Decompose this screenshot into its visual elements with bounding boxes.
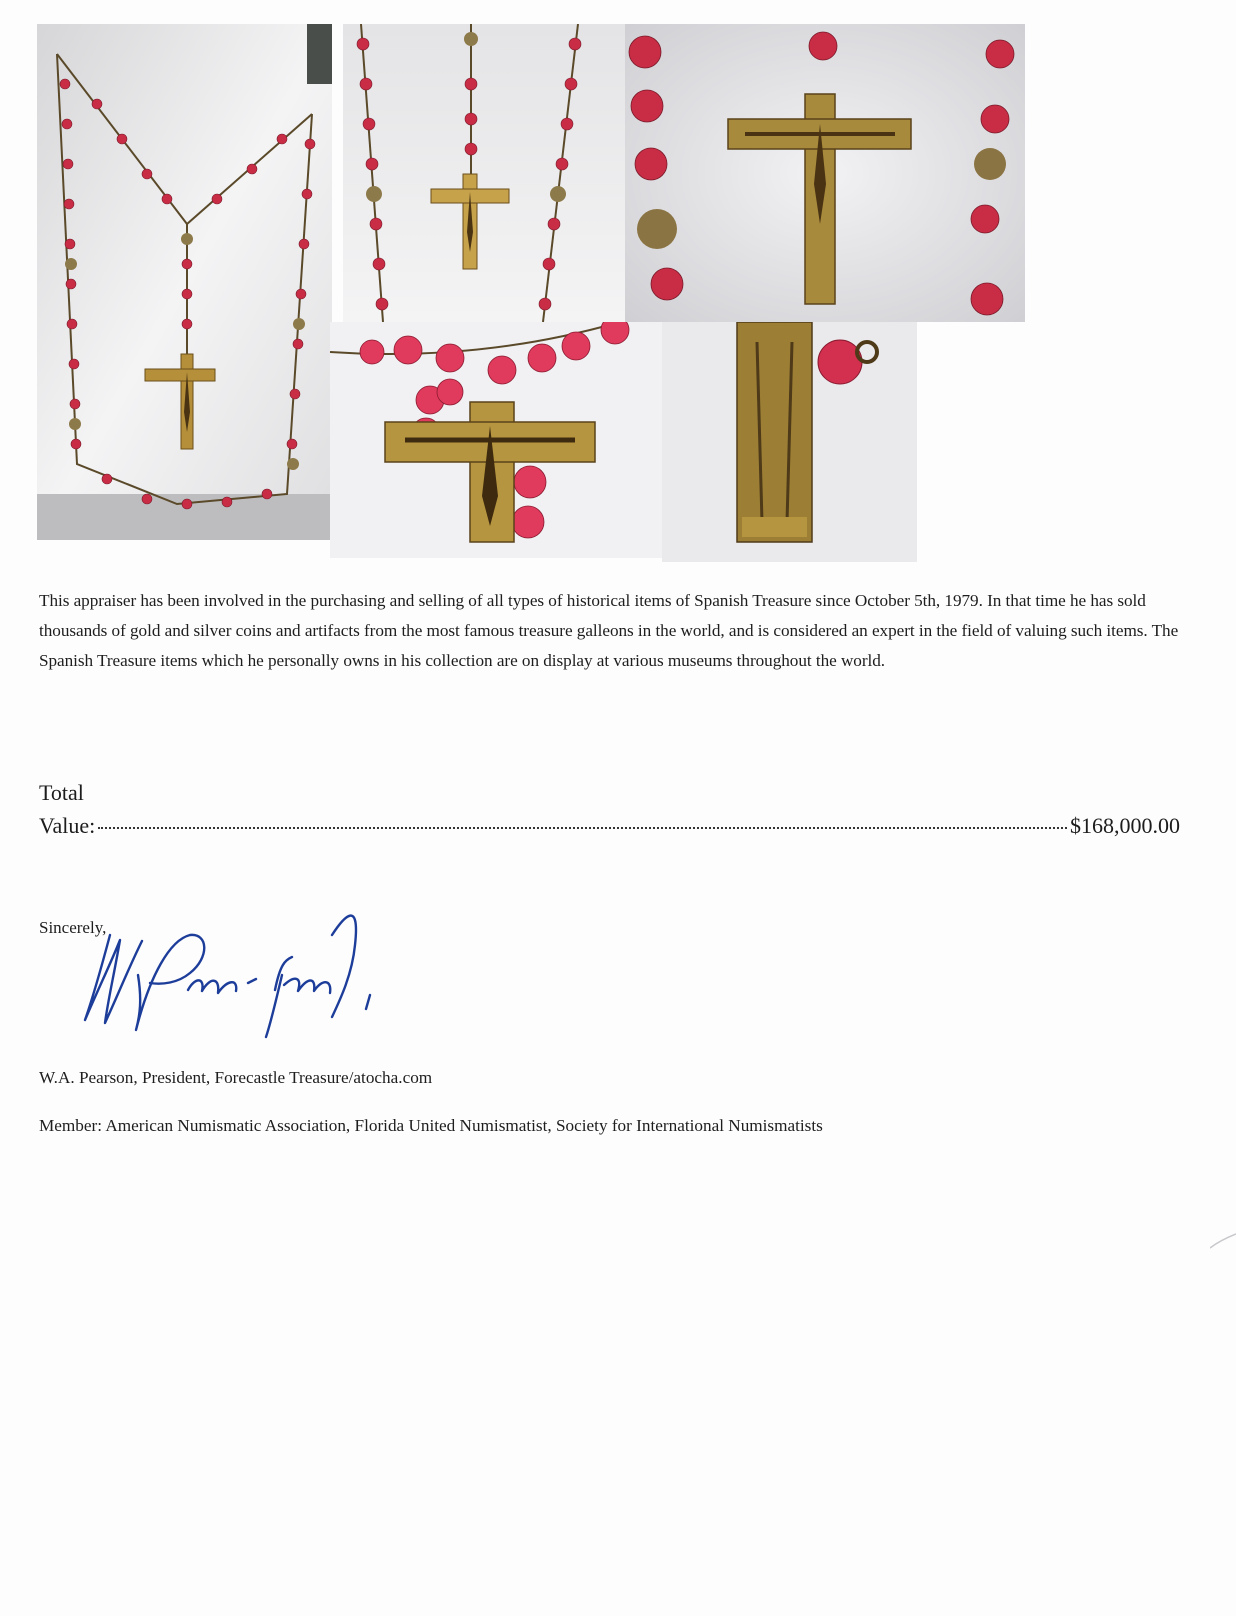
rosary-hanging-image <box>343 24 625 322</box>
scan-edge-mark <box>1210 1230 1236 1250</box>
photo-crucifix-back <box>662 322 917 562</box>
handwritten-signature <box>70 905 410 1065</box>
dot-leader <box>98 827 1067 829</box>
value-label: Value: <box>39 813 96 838</box>
crucifix-beads-image <box>330 322 664 558</box>
total-value-row <box>39 813 1180 839</box>
rosary-full-image <box>37 24 332 540</box>
crucifix-back-image <box>662 322 917 562</box>
appraiser-statement: This appraiser has been involved in the purchasing and selling of all types of historical items of Spanish Treasure since October 5th, 1979. In that time he has sold thousands of gold and silver coins and artifacts from the most famous treasure galleons in the world, and is considered an expert in the field of valuing such items. The Spanish Treasure items which he personally owns in his collection are on display at various museums throughout the world. <box>39 591 1179 670</box>
photo-crucifix-beads <box>330 322 664 558</box>
signer-name: W.A. Pearson, President, Forecastle Treasure/atocha.com <box>39 1068 433 1087</box>
membership-line: Member: American Numismatic Association, Florida United Numismatist, Society for International Numismatists <box>39 1116 823 1135</box>
total-label: Total <box>39 780 84 805</box>
crucifix-closeup-image <box>625 24 1025 322</box>
photo-rosary-full <box>37 24 332 540</box>
photo-crucifix-closeup <box>625 24 1025 322</box>
closing-salutation: Sincerely, <box>39 918 107 937</box>
total-value-amount: $168,000.00 <box>1070 813 1180 838</box>
photo-rosary-hanging <box>343 24 625 322</box>
